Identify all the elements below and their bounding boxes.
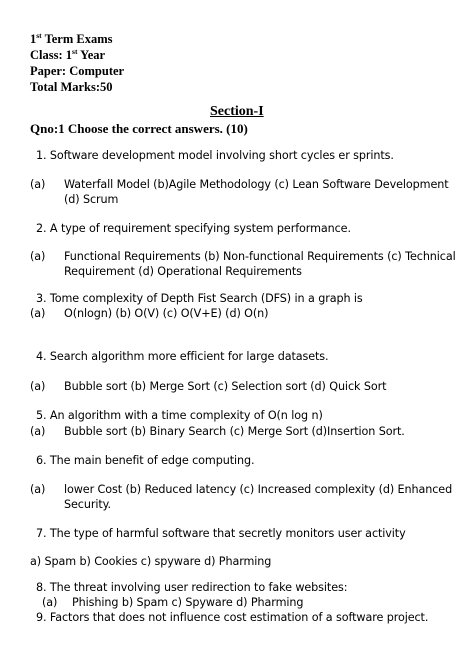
option-label-3: (a) xyxy=(30,307,46,320)
section-title: Section-I xyxy=(210,104,264,119)
total-marks-line: Total Marks:50 xyxy=(30,80,113,94)
term-superscript: st xyxy=(36,30,42,40)
question-instruction: Qno:1 Choose the correct answers. (10) xyxy=(30,121,248,136)
term-text: Term Exams xyxy=(41,32,113,46)
term-number: 1 xyxy=(30,32,37,46)
question-4: 4. Search algorithm more efficient for large datasets. xyxy=(36,350,329,363)
question-3: 3. Tome complexity of Depth Fist Search (DFS) in a graph is xyxy=(36,292,363,305)
question-1: 1. Software development model involving short cycles er sprints. xyxy=(36,149,394,162)
options-3-line-1: O(nlogn) (b) O(V) (c) O(V+E) (d) O(n) xyxy=(64,307,269,320)
options-7-line-1: a) Spam b) Cookies c) spyware d) Pharming xyxy=(30,555,272,568)
class-line xyxy=(30,48,105,63)
options-2-line-1: Functional Requirements (b) Non-functional Requirements (c) Technical xyxy=(64,250,456,263)
question-2: 2. A type of requirement specifying system performance. xyxy=(36,222,351,235)
options-1-line-1: Waterfall Model (b)Agile Methodology (c) Lean Software Development xyxy=(64,178,449,191)
options-4-line-1: Bubble sort (b) Merge Sort (c) Selection sort (d) Quick Sort xyxy=(64,380,387,393)
paper-line: Paper: Computer xyxy=(30,64,125,78)
options-5-line-1: Bubble sort (b) Binary Search (c) Merge Sort (d)Insertion Sort. xyxy=(64,425,405,438)
option-label-4: (a) xyxy=(30,380,46,393)
options-8-line-1: Phishing b) Spam c) Spyware d) Pharming xyxy=(72,596,304,609)
option-label-1: (a) xyxy=(30,178,46,191)
class-suffix: Year xyxy=(77,48,106,62)
class-prefix: Class: 1 xyxy=(30,48,73,62)
options-1-line-2: (d) Scrum xyxy=(64,193,119,206)
question-6: 6. The main benefit of edge computing. xyxy=(36,454,255,467)
options-2-line-2: Requirement (d) Operational Requirements xyxy=(64,265,302,278)
term-line xyxy=(30,32,113,47)
question-8: 8. The threat involving user redirection to fake websites: xyxy=(36,581,348,594)
question-7: 7. The type of harmful software that secretly monitors user activity xyxy=(36,527,406,540)
options-6-line-1: lower Cost (b) Reduced latency (c) Increased complexity (d) Enhanced xyxy=(64,483,453,496)
question-5: 5. An algorithm with a time complexity of O(n log n) xyxy=(36,409,323,422)
option-label-2: (a) xyxy=(30,250,46,263)
option-label-8: (a) xyxy=(42,596,58,609)
options-6-line-2: Security. xyxy=(64,498,112,511)
class-superscript: st xyxy=(72,46,78,56)
option-label-6: (a) xyxy=(30,483,46,496)
option-label-5: (a) xyxy=(30,425,46,438)
question-9: 9. Factors that does not influence cost estimation of a software project. xyxy=(36,611,429,624)
